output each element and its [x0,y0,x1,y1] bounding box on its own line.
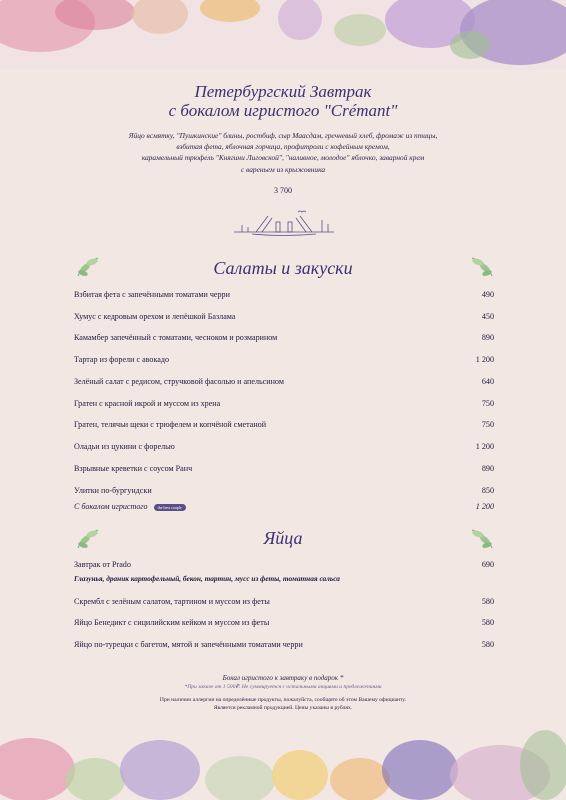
menu-item [74,289,494,301]
menu-item [74,639,494,651]
section-title-salads: Салаты и закуски [213,258,353,278]
menu-item-name: Яйцо Бенедикт с сицилийским кейком и муссом из феты [74,618,270,627]
menu-item-price: 1 200 [475,355,494,364]
pricing-note-line: Является рекламной продукцией. Цены указаны в рублях. [213,705,353,711]
breakfast-description-line: карамельный трюфель "Княгини Лиговской", "наливное, молодое" яблочко, заварной крем [141,153,425,163]
breakfast-description-line: Яйцо всмятку, "Пушкинские" блины, ростбиф, сыр Маасдам, гречневый хлеб, фромаж из птицы, [128,131,438,140]
menu-item-name: Хумус с кедровым орехом и лепёшкой Базлама [74,312,236,321]
breakfast-description-line: взбитая фета, яблочная горчица, профитроли с кофейным кремом, [176,142,390,152]
floral-top-decoration [0,0,566,70]
breakfast-price: 3 700 [274,186,292,195]
menu-item-name [74,501,186,513]
breakfast-title-line1: Петербургский Завтрак [194,82,372,101]
breakfast-description [60,130,506,175]
menu-item-name: Взбитая фета с запечёнными томатами черри [74,290,230,299]
menu-item-price: 750 [481,420,494,429]
menu-item-name: Гратен, телячьи щеки с трюфелем и копчёной сметаной [74,420,267,429]
menu-item-name: Яйцо по-турецки с багетом, мятой и запечёнными томатами черри [74,640,303,649]
menu-item-price: 690 [481,560,494,569]
breakfast-title [0,82,566,120]
menu-item-price: 850 [481,486,494,495]
menu-item-name: Улитки по-бургундски [74,486,152,495]
menu-item-description: Глазунья, драник картофельный, бекон, тартин, мусс из феты, томатная сальса [74,574,340,583]
menu-item-sub-name: С бокалом игристого [74,502,148,511]
menu-item-price: 890 [481,464,494,473]
menu-item [74,596,494,608]
allergy-note [0,696,566,712]
menu-item [74,617,494,629]
menu-item-price: 580 [481,597,494,606]
breakfast-title-line2: с бокалом игристого "Crémant" [168,101,398,120]
menu-item [74,354,494,366]
menu-item-price: 1 200 [475,502,494,511]
pairing-badge: the best couple [154,504,186,511]
menu-item-name: Гратен с красной икрой и муссом из хрена [74,399,221,408]
gift-footnote: *При заказе от 1 500₽. Не суммируется с остальными акциями и предложениями [184,684,382,690]
menu-item-name: Оладьи из цукини с форелью [74,442,175,451]
menu-item [74,463,494,475]
gift-note: Бокал игристого к завтраку в подарок * [222,674,344,682]
menu-item-price: 890 [481,333,494,342]
menu-item-name: Тартар из форели с авокадо [74,355,170,364]
menu-item-name: Завтрак от Prado [74,560,131,569]
menu-item [74,559,494,571]
drawbridge-icon [232,208,336,238]
menu-item [74,419,494,431]
floral-bottom-decoration [0,725,566,800]
allergy-note-line: При наличии аллергии на определённые продукты, пожалуйста, сообщите об этом Вашему официанту. [159,697,407,703]
menu-item [74,332,494,344]
section-title-eggs: Яйца [263,528,303,548]
menu-item-price: 750 [481,399,494,408]
menu-item-name: Зелёный салат с редисом, стручковой фасолью и апельсином [74,377,284,386]
menu-item [74,376,494,388]
menu-item-price: 490 [481,290,494,299]
menu-item [74,485,494,497]
menu-item-name: Взрывные креветки с соусом Ранч [74,464,193,473]
menu-item-name: Камамбер запечённый с томатами, чесноком и розмарином [74,333,278,342]
menu-item [74,398,494,410]
menu-item [74,441,494,453]
menu-item-sub [74,501,494,513]
menu-item-price: 580 [481,618,494,627]
menu-item [74,311,494,323]
menu-item-price: 580 [481,640,494,649]
breakfast-description-line: с вареньем из крыжовника [240,164,326,174]
menu-item-price: 450 [481,312,494,321]
menu-item-price: 640 [481,377,494,386]
menu-item-name: Скрембл с зелёным салатом, тартином и муссом из феты [74,597,270,606]
menu-item-price: 1 200 [475,442,494,451]
